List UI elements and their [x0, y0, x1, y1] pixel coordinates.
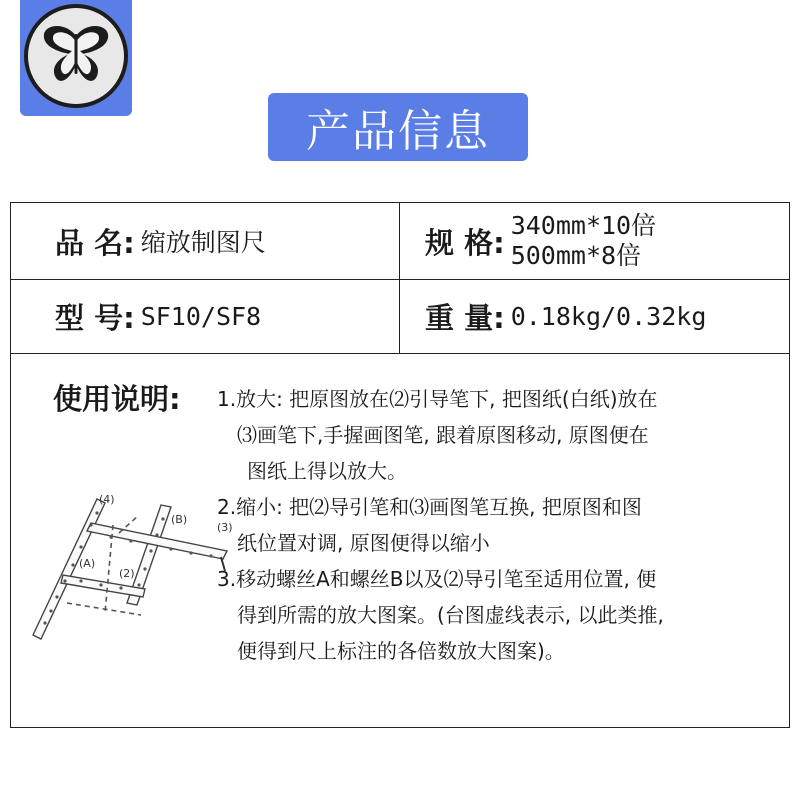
diagram-label-3: (3) [217, 521, 233, 534]
usage-line: 得到所需的放大图案。(台图虚线表示, 以此类推, [237, 603, 664, 627]
spec-table [10, 202, 790, 728]
weight-label: 重 量: [425, 300, 505, 335]
table-divider [399, 203, 400, 353]
usage-line: ⑶画笔下,手握画图笔, 跟着原图移动, 原图便在 [237, 423, 649, 447]
model-value: SF10/SF8 [140, 301, 262, 331]
diagram-label-4: (4) [99, 493, 115, 506]
table-divider [11, 353, 789, 354]
spec-cell [425, 203, 656, 279]
usage-line: 2.缩小: 把⑵导引笔和⑶画图笔互换, 把原图和图 [217, 495, 642, 519]
model-label: 型 号: [55, 300, 135, 335]
diagram-label-a: (A) [79, 557, 96, 570]
logo-circle [24, 4, 128, 108]
spec-values [511, 211, 656, 271]
usage-line: 3.移动螺丝A和螺丝B以及⑵导引笔至适用位置, 便 [217, 567, 657, 591]
diagram-label-b: (B) [171, 513, 188, 526]
pantograph-diagram [21, 485, 231, 655]
usage-label: 使用说明: [53, 382, 181, 416]
spec-label: 规 格: [425, 225, 505, 260]
title-banner [268, 93, 528, 161]
spec-value: 500mm*8倍 [510, 241, 642, 270]
usage-line: 纸位置对调, 原图便得以缩小 [237, 531, 490, 555]
usage-instructions [217, 381, 777, 669]
diagram-label-2: (2) [119, 567, 135, 580]
usage-line: 便得到尺上标注的各倍数放大图案)。 [237, 639, 565, 663]
name-label: 品 名: [55, 225, 135, 260]
butterfly-icon [36, 16, 116, 96]
weight-cell [425, 279, 706, 353]
logo-badge [20, 0, 132, 116]
name-value: 缩放制图尺 [140, 228, 266, 257]
spec-value: 340mm*10倍 [510, 211, 657, 240]
usage-line: 图纸上得以放大。 [247, 459, 407, 483]
name-cell [55, 203, 266, 279]
usage-line: 1.放大: 把原图放在⑵引导笔下, 把图纸(白纸)放在 [217, 387, 658, 411]
weight-value: 0.18kg/0.32kg [510, 301, 707, 331]
page-title: 产品信息 [306, 106, 490, 157]
model-cell [55, 279, 261, 353]
